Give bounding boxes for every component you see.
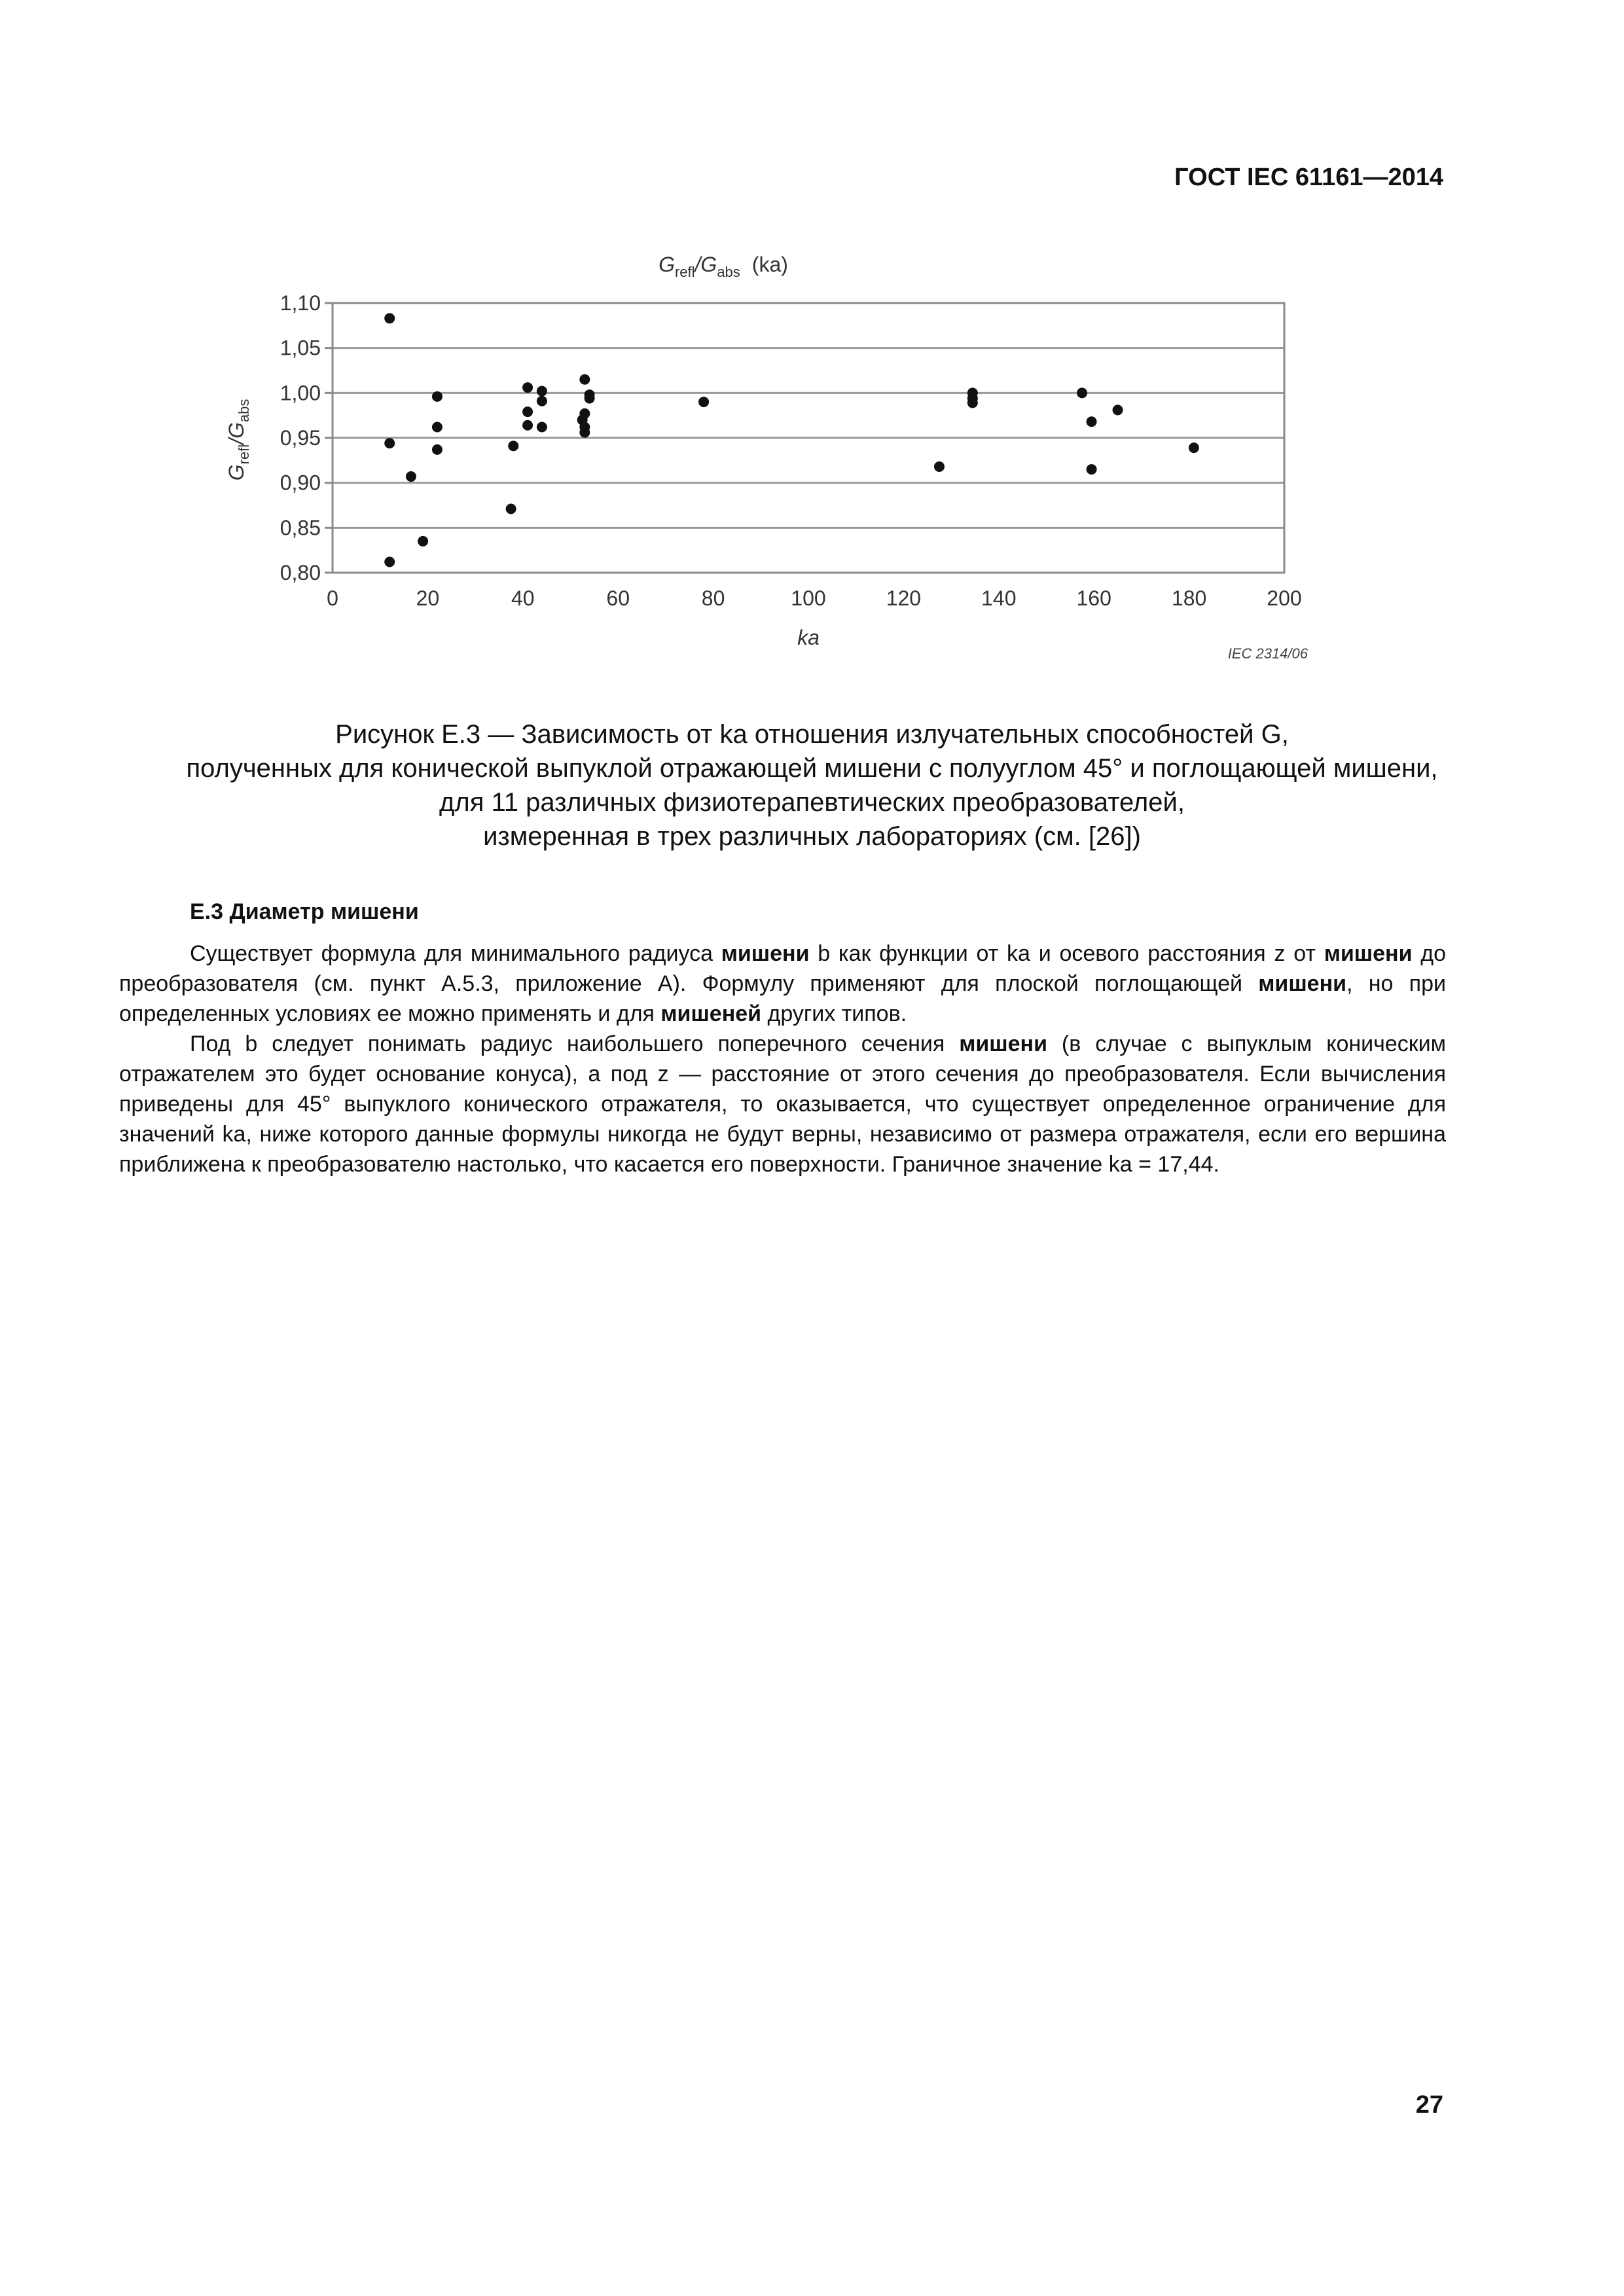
x-tick-label: 80 — [701, 586, 725, 610]
x-tick-label: 120 — [886, 586, 922, 610]
page-header: ГОСТ IEC 61161—2014 — [1174, 164, 1443, 191]
y-tick-label: 1,10 — [280, 291, 321, 315]
y-tick-label: 1,00 — [280, 381, 321, 405]
x-tick-label: 160 — [1076, 586, 1111, 610]
y-tick-label: 0,90 — [280, 471, 321, 495]
paragraph: Существует формула для минимального радиуса мишени b как функции от ka и осевого расстояния z от мишени до преобразователя (см. пункт А.5.3, приложение А). Формулу применяют для плоской поглощающей мишени, но при определенных условиях ее можно применять и для мишеней других типов. — [119, 941, 1446, 1026]
data-point — [967, 397, 978, 408]
data-point — [1087, 464, 1097, 475]
scatter-chart — [0, 0, 1624, 687]
x-tick-label: 0 — [327, 586, 338, 610]
caption-line: для 11 различных физиотерапевтических преобразователей, — [439, 788, 1185, 817]
data-point — [537, 386, 547, 397]
page-number: 27 — [1415, 2091, 1443, 2119]
y-tick-label: 0,85 — [280, 516, 321, 540]
x-tick-label: 140 — [981, 586, 1017, 610]
data-point — [384, 313, 395, 323]
caption-line: Рисунок Е.3 — Зависимость от ka отношения излучательных способностей G, — [335, 720, 1289, 749]
x-axis-label: ka — [797, 626, 820, 649]
data-point — [384, 557, 395, 567]
data-point — [579, 427, 590, 438]
data-point — [537, 422, 547, 433]
data-point — [1087, 416, 1097, 427]
data-point — [1077, 387, 1087, 398]
figure-source-tag: IEC 2314/06 — [1227, 645, 1308, 662]
x-tick-label: 200 — [1267, 586, 1302, 610]
chart-title: $G_{refl}/G_{abs}$ (ka) — [659, 253, 788, 280]
data-point — [432, 444, 442, 455]
y-tick-label: 1,05 — [280, 336, 321, 360]
data-point — [579, 374, 590, 385]
data-point — [1113, 404, 1123, 415]
data-point — [508, 440, 518, 451]
data-point — [1189, 442, 1199, 453]
data-point — [522, 420, 533, 431]
data-point — [432, 391, 442, 402]
y-tick-labels — [280, 291, 333, 584]
caption-line: полученных для конической выпуклой отражающей мишени с полууглом 45° и поглощающей мишени, — [186, 754, 1438, 783]
data-points — [384, 313, 1199, 567]
x-tick-label: 100 — [791, 586, 826, 610]
data-point — [432, 422, 442, 433]
x-tick-labels — [327, 586, 1302, 610]
section-heading: Е.3 Диаметр мишени — [190, 899, 419, 924]
grid — [333, 303, 1284, 573]
data-point — [418, 536, 428, 547]
x-tick-label: 180 — [1171, 586, 1207, 610]
y-tick-label: 0,95 — [280, 426, 321, 450]
section-body — [119, 939, 1446, 1179]
y-axis-label: $G_{refl}/G_{abs}$ — [225, 399, 252, 481]
paragraph: Под b следует понимать радиус наибольшего поперечного сечения мишени (в случае с выпуклым коническим отражателем это будет основание конуса), а под z — расстояние от этого сечения до преобразователя. Если вычисления приведены для 45° выпуклого конического отражателя, то оказывается, что существует определенное ограничение для значений ka, ниже которого данные формулы никогда не будут верны, независимо от размера отражателя, если его вершина приближена к преобразователю настолько, что касается его поверхности. Граничное значение ka = 17,44. — [119, 1031, 1447, 1177]
x-tick-label: 20 — [416, 586, 440, 610]
data-point — [537, 396, 547, 406]
figure-caption — [118, 717, 1506, 853]
data-point — [522, 406, 533, 417]
x-tick-label: 60 — [606, 586, 630, 610]
caption-line: измеренная в трех различных лабораториях (см. [26]) — [483, 822, 1141, 851]
data-point — [934, 461, 945, 472]
data-point — [579, 408, 590, 419]
data-point — [585, 393, 595, 404]
data-point — [698, 397, 709, 407]
data-point — [384, 438, 395, 448]
y-tick-label: 0,80 — [280, 561, 321, 584]
x-tick-label: 40 — [511, 586, 535, 610]
data-point — [406, 471, 416, 482]
data-point — [522, 382, 533, 393]
data-point — [506, 503, 516, 514]
